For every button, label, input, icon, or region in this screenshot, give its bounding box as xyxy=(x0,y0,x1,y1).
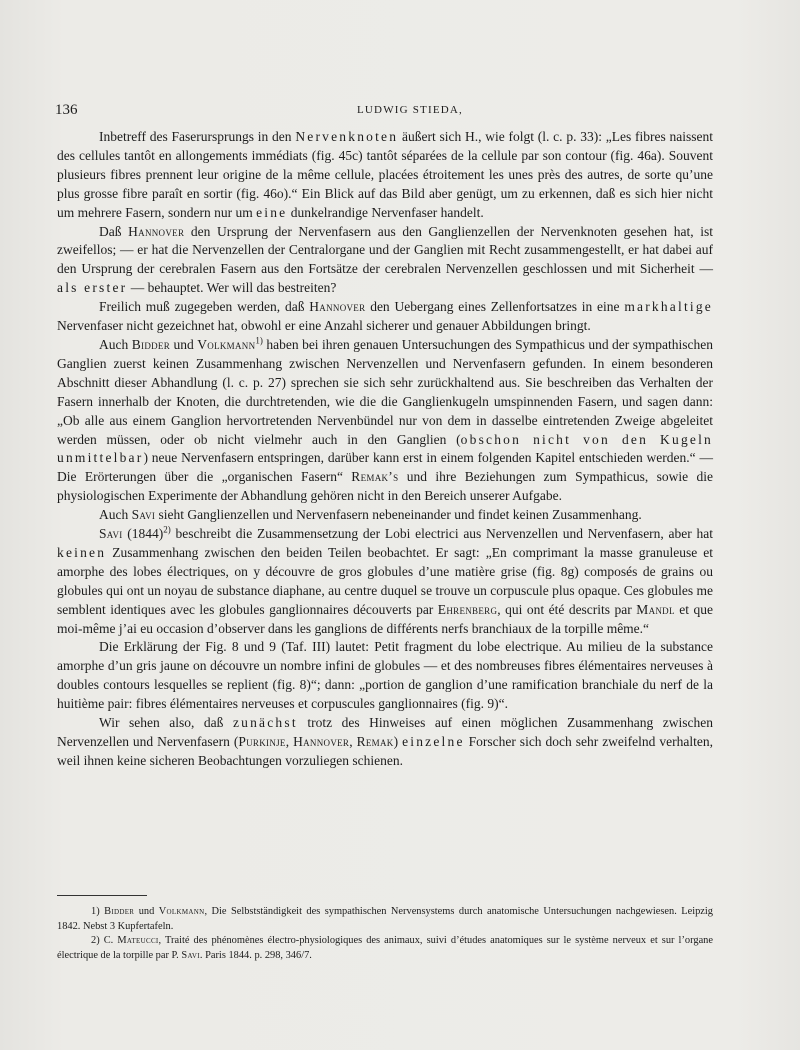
text-run: Wir sehen also, daß xyxy=(99,715,233,731)
text-run: . Paris 1844. p. 298, 346/7. xyxy=(199,949,312,961)
text-run: Zusammenhang zwischen den beiden Teilen beobachtet. Er sagt: „En comprimant la masse granuleuse et amorphe des lobes électriques, on y découvre de gros globules d’une matière grise (fig. 8g) composés de grains ou globules qui ont un noyau de substance diaphane, au centre duquel se trouve un corpuscule plus opaque. Ces globules me semblent identiques avec les globules ganglionnaires découverts par xyxy=(57,544,713,617)
spaced-text: Nervenknoten xyxy=(295,129,399,144)
text-run: Daß xyxy=(99,223,129,239)
text-run: den Uebergang eines Zellenfortsatzes in eine xyxy=(365,299,625,315)
text-run: äußert sich H., wie folgt (l. c. p. 33): „Les fibres naissent des cellules tantôt en allongements immédiats (fig. 45c) tantôt séparées de la cellule par son contour (fig. 46a). Souvent plusieurs fibres prennent leur origine de la même cellule, placées étroitement les unes près des autres, de sorte qu’une plus grosse fibre paraît en sortir (fig. 46o).“ Ein Blick auf das Bild aber genügt, um zu erkennen, daß es sich hier nicht um mehrere Fasern, sondern nur um xyxy=(57,129,713,220)
author-name: Savi xyxy=(131,507,156,523)
author-name: Volkmann xyxy=(197,336,256,352)
footnote-marker: 1) xyxy=(91,906,105,917)
text-run: Freilich muß zugegeben werden, daß xyxy=(99,299,310,315)
spaced-text: als erster xyxy=(57,280,128,296)
text-run: Inbetreff des Faserursprungs in den xyxy=(99,129,296,144)
text-run: den Ursprung der Nervenfasern aus den Ganglienzellen der Nervenknoten gesehen hat, ist zweifellos; — er hat die Nervenzellen der Centralorgane und der Ganglien mit Recht zusammengestellt, er hat dabei auf den Ursprung der cerebralen Fasern aus den Fortsätze der cerebralen Nervenzellen geschlossen und mit Sicherheit — xyxy=(57,223,713,277)
footnote-ref: 2) xyxy=(163,524,171,535)
author-name: Hannover xyxy=(128,223,185,239)
text-run: , xyxy=(349,734,357,749)
author-name: Savi xyxy=(99,526,123,542)
text-run: haben bei ihren genauen Untersuchungen des Sympathicus und der sympathischen Ganglien zuerst keinen Zusammenhang zwischen Nervenzellen und Nervenfasern gefunden. In einem besonderen Abschnitt dieser Abhandlung (l. c. p. 27) sprechen sie sich sehr zurückhaltend aus. Sie beschreiben das Verhalten der Fasern innerhalb der Knoten, die durchtretenden, wie die die Ganglienkugeln umspinnenden Fasern, und sagen dann: „Ob alle aus einem Ganglion hervortretenden Nervenbündel nur von dem in dasselbe eintretenden Zweige abgeleitet werden müssen, oder ob nicht vielmehr auch in den Ganglien ( xyxy=(57,336,713,447)
text-run: und ihre Beziehungen zum Sympathicus, sowie die physiologischen Experimente der Abhandlung gehören nicht in den Bereich unserer Aufgabe. xyxy=(57,469,713,504)
footnote-divider xyxy=(57,895,147,896)
paragraph-1 xyxy=(57,128,713,223)
text-run: und xyxy=(134,906,159,917)
text-run: , qui ont été descrits par xyxy=(497,601,637,617)
text-run: — behauptet. Wer will das bestreiten? xyxy=(127,280,337,296)
text-run: , Traité des phénomènes électro-physiologiques des animaux, suivi d’études anatomiques sur le système nerveux et sur l’organe électrique de la torpille par P. xyxy=(57,935,713,961)
spaced-text: markhaltige xyxy=(624,299,713,315)
text-run: , Die Selbstständigkeit des sympathischen Nervensystems durch anatomische Untersuchungen nachgewiesen. Leipzig 1842. Nebst 3 Kupfertafeln. xyxy=(57,906,713,932)
paragraph-5 xyxy=(57,506,713,525)
paragraph-8 xyxy=(57,714,713,771)
author-name: Hannover xyxy=(309,299,366,315)
text-run: (1844) xyxy=(122,526,164,542)
author-name: Bidder xyxy=(104,906,135,917)
footnotes xyxy=(57,905,713,963)
running-head: LUDWIG STIEDA, xyxy=(356,104,463,116)
author-name: Mateucci xyxy=(117,935,159,947)
footnote-2 xyxy=(57,934,713,963)
text-run: ) xyxy=(393,734,403,749)
author-name: Volkmann xyxy=(158,906,205,917)
footnote-ref: 1) xyxy=(255,335,263,346)
text-run: sieht Ganglienzellen und Nervenfasern nebeneinander und findet keinen Zusammenhang. xyxy=(155,507,642,523)
text-run: beschreibt die Zusammensetzung der Lobi electrici aus Nervenzellen und Nervenfasern, aber hat xyxy=(170,526,713,542)
text-run: Auch xyxy=(99,507,132,523)
paragraph-3 xyxy=(57,298,713,336)
author-name: Savi xyxy=(181,949,200,961)
footnote-1 xyxy=(57,905,713,934)
spaced-text: einzelne xyxy=(402,734,465,749)
author-name: Bidder xyxy=(131,336,171,352)
author-name: Purkinje xyxy=(238,734,286,749)
page-header xyxy=(55,102,745,122)
text-run: dunkelrandige Nervenfaser handelt. xyxy=(287,204,484,220)
text-run: Forscher sich doch sehr zweifelnd verhalten, weil ihnen keine sicheren Beobachtungen vorzuliegen schienen. xyxy=(57,734,713,768)
text-run: und xyxy=(170,336,198,352)
spaced-text: eine xyxy=(256,204,288,220)
paragraph-2 xyxy=(57,223,713,299)
text-run: trotz des Hinweises auf einen möglichen Zusammenhang zwischen Nervenzellen und Nervenfasern ( xyxy=(57,715,713,749)
spaced-text: obschon nicht von den Kugeln unmittelbar xyxy=(57,431,713,466)
page-number: 136 xyxy=(55,102,78,118)
author-name: Remak’s xyxy=(351,469,399,485)
spaced-text: zunächst xyxy=(232,715,298,731)
body-text xyxy=(57,128,713,771)
paragraph-4 xyxy=(57,336,713,506)
paragraph-6 xyxy=(57,525,713,638)
text-run: , xyxy=(285,734,294,749)
author-name: Remak xyxy=(356,734,394,749)
text-run: ) neue Nervenfasern entspringen, darüber kann erst in einem folgenden Kapitel entschieden werden.“ — Die Erörterungen über die „organischen Fasern“ xyxy=(57,450,713,485)
author-name: Hannover xyxy=(293,734,350,749)
text-run: Nervenfaser nicht gezeichnet hat, obwohl er eine Anzahl sicherer und genauer Abbildungen bringt. xyxy=(57,318,591,334)
text-run: et que moi-même j’ai eu occasion d’observer dans les ganglions de différents nerfs branchiaux de la torpille même.“ xyxy=(57,601,713,636)
spaced-text: keinen xyxy=(57,544,107,560)
author-name: Ehrenberg xyxy=(437,601,498,617)
footnote-marker: 2) C. xyxy=(91,935,118,947)
paragraph-7: Die Erklärung der Fig. 8 und 9 (Taf. III) lautet: Petit fragment du lobe electrique. Au milieu de la substance amorphe d’un gris jaune on découvre un nombre infini de globules — et des nombreuses fibres élémentaires nerveuses à doubles contours lesquelles se replient (fig. 8)“; dann: „portion de ganglion d’une ramification branchiale du nerf de la huitième pair: fibres élémentaires nerveuses et corpuscules ganglionnaires (fig. 9)“. xyxy=(57,639,713,712)
text-run: Auch xyxy=(99,336,132,352)
author-name: Mandl xyxy=(636,601,675,617)
